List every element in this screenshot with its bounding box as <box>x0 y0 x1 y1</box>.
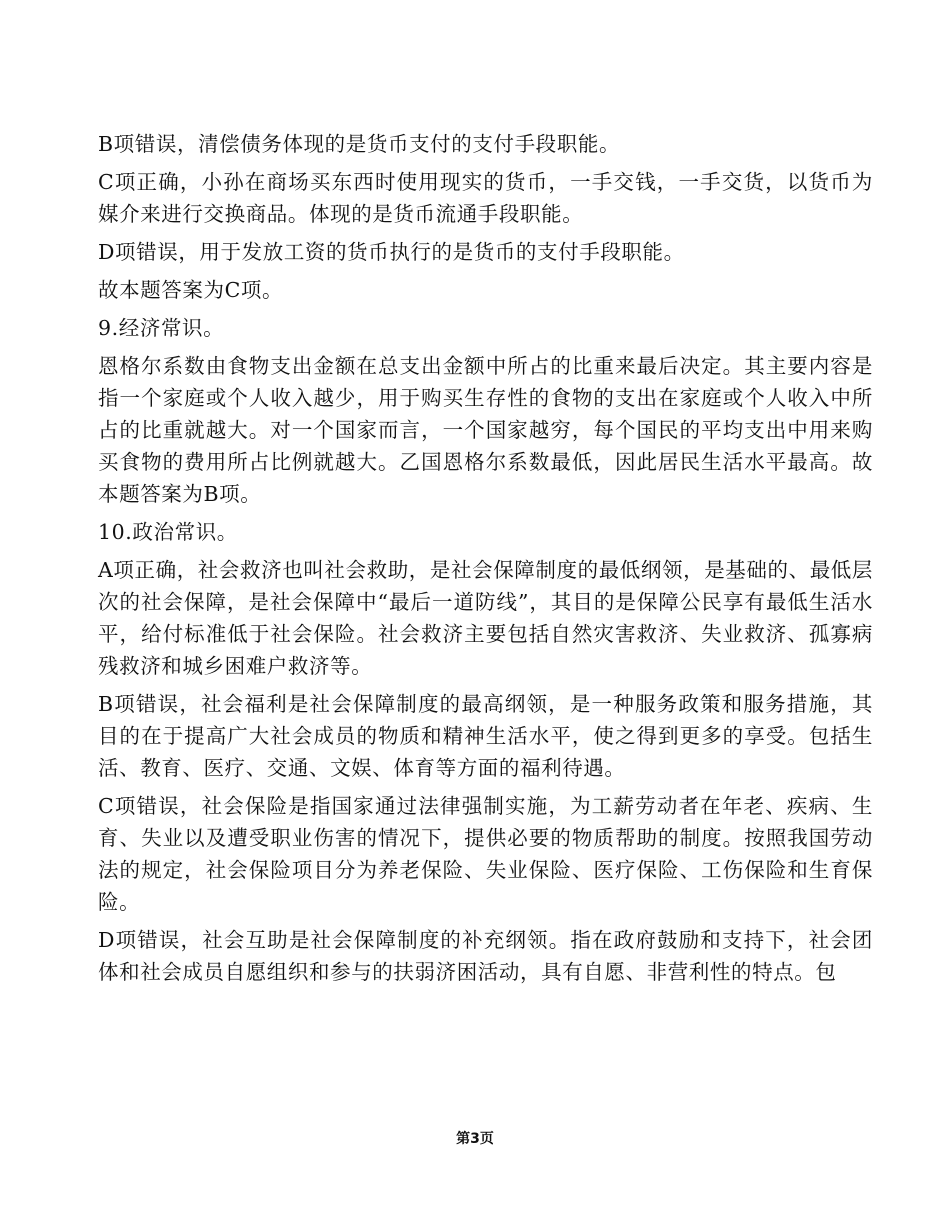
question-10-heading: 10.政治常识。 <box>98 520 238 544</box>
paragraph-option-d-q8: D项错误，用于发放工资的货币执行的是货币的支付手段职能。 <box>98 240 685 264</box>
paragraph-answer-q8: 故本题答案为C项。 <box>98 278 284 302</box>
paragraph-option-d-q10: D项错误，社会互助是社会保障制度的补充纲领。指在政府鼓励和支持下，社会团体和社会成员自愿组织和参与的扶弱济困活动，具有自愿、非营利性的特点。包 <box>98 928 873 984</box>
paragraph-q9-explanation: 恩格尔系数由食物支出金额在总支出金额中所占的比重来最后决定。其主要内容是指一个家庭或个人收入越少，用于购买生存性的食物的支出在家庭或个人收入中所占的比重就越大。对一个国家而言，一个国家越穷，每个国民的平均支出中用来购买食物的费用所占比例就越大。乙国恩格尔系数最低，因此居民生活水平最高。故本题答案为B项。 <box>98 354 873 506</box>
paragraph-option-b-q10: B项错误，社会福利是社会保障制度的最高纲领，是一种服务政策和服务措施，其目的在于提高广大社会成员的物质和精神生活水平，使之得到更多的享受。包括生活、教育、医疗、交通、文娱、体育等方面的福利待遇。 <box>98 692 873 780</box>
page-number: 第3页 <box>456 1131 494 1147</box>
paragraph-option-c-q10: C项错误，社会保险是指国家通过法律强制实施，为工薪劳动者在年老、疾病、生育、失业以及遭受职业伤害的情况下，提供必要的物质帮助的制度。按照我国劳动法的规定，社会保险项目分为养老保险、失业保险、医疗保险、工伤保险和生育保险。 <box>98 794 873 914</box>
paragraph-option-c-q8: C项正确，小孙在商场买东西时使用现实的货币，一手交钱，一手交货，以货币为媒介来进行交换商品。体现的是货币流通手段职能。 <box>98 170 873 226</box>
paragraph-option-b-q8: B项错误，清偿债务体现的是货币支付的支付手段职能。 <box>98 132 621 156</box>
question-9-heading: 9.经济常识。 <box>98 316 225 340</box>
page-content <box>98 128 873 994</box>
paragraph-option-a-q10: A项正确，社会救济也叫社会救助，是社会保障制度的最低纲领，是基础的、最低层次的社会保障，是社会保障中“最后一道防线”，其目的是保障公民享有最低生活水平，给付标准低于社会保险。社会救济主要包括自然灾害救济、失业救济、孤寡病残救济和城乡困难户救济等。 <box>98 558 874 678</box>
